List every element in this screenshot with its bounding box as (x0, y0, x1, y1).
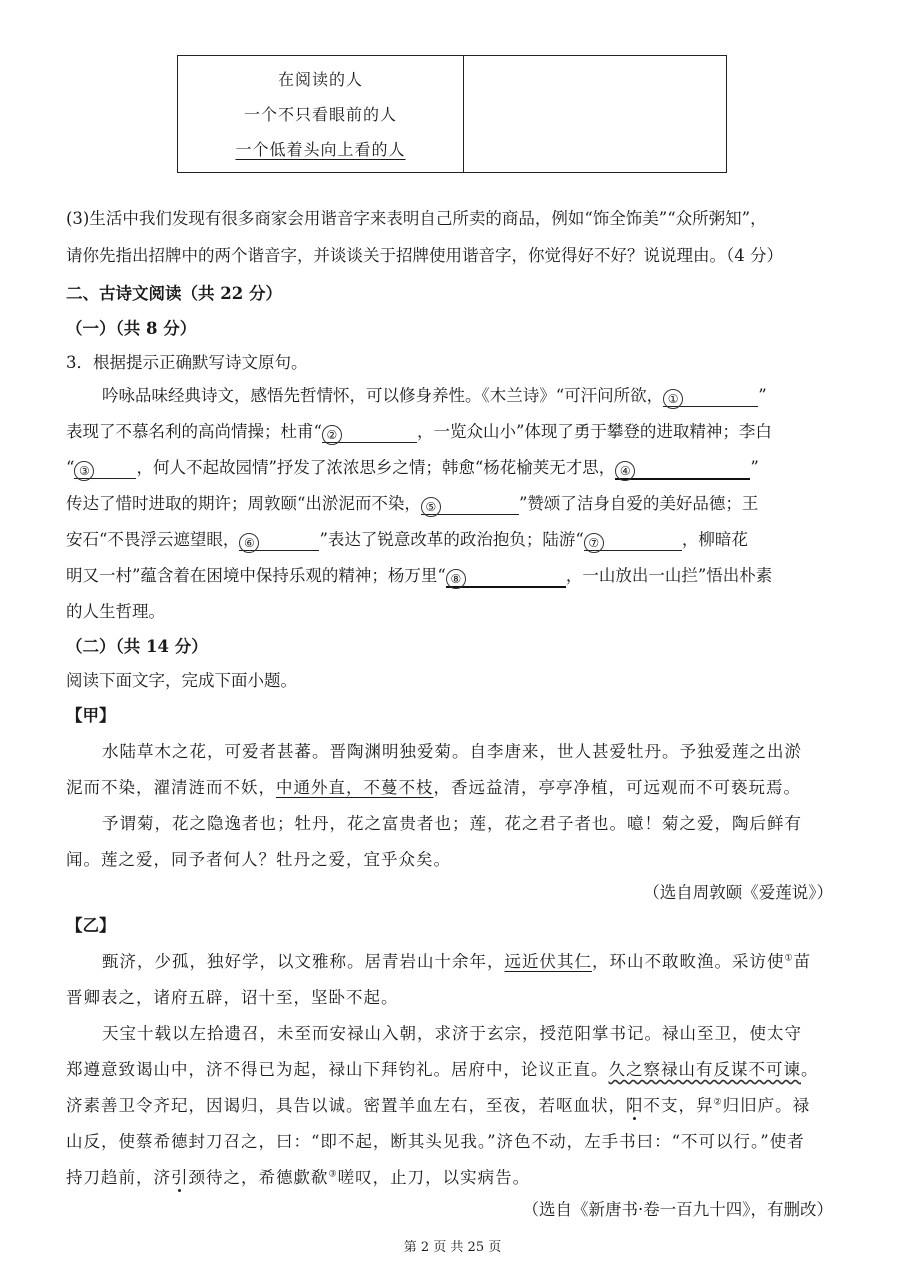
blank-number: ⑧ (446, 569, 466, 589)
text: 明又一村”蕴含着在困境中保持乐观的精神；杨万里“ (66, 566, 446, 585)
text: 歔欷 (293, 1168, 329, 1187)
question-3-line2: 请你先指出招牌中的两个谐音字，并谈谈关于招牌使用谐音字，你觉得好不好？说说理由。（4 分） (66, 246, 783, 265)
table-right-cell (464, 56, 726, 172)
table-line: 一个不只看眼前的人 (243, 105, 397, 124)
jia-line: 水陆草木之花，可爱者甚蕃。晋陶渊明独爱菊。自李唐来，世人甚爱牡丹。予独爱莲之出淤 (102, 742, 802, 761)
table-line: 一个低着头向上看的人 (235, 140, 406, 159)
blank-1[interactable] (663, 389, 758, 407)
blank-number: ④ (615, 461, 635, 481)
blank-number: ⑤ (421, 497, 441, 517)
poem-line-4 (66, 490, 846, 515)
yi-line: 天宝十载以左拾遗召，未至而安禄山入朝，求济于玄宗，授范阳掌书记。禄山至卫，使太守 (102, 1024, 802, 1043)
blank-8[interactable] (446, 569, 566, 588)
text: 郑遵意致谒山中，济不得已为起，禄山下拜钧礼。居府中，论议正直。 (66, 1060, 609, 1079)
reading-instruction: 阅读下面文字，完成下面小题。 (66, 671, 297, 690)
table-line: 在阅读的人 (277, 70, 363, 89)
text: ，何人不起故园情”抒发了浓浓思乡之情；韩愈“杨花榆荚无才思， (136, 458, 616, 477)
text: 吟咏品味经典诗文，感悟先哲情怀，可以修身养性。《木兰诗》“可汗问所欲， (102, 386, 664, 405)
yi-line: 晋卿表之，诸府五辟，诏十至，坚卧不起。 (66, 988, 399, 1007)
passage-jia-label: 【甲】 (66, 706, 116, 725)
jia-source: （选自周敦颐《爱莲说》） (643, 883, 833, 902)
text: ” (758, 386, 767, 405)
yi-line (66, 1056, 846, 1080)
question-number: 3．根据提示正确默写诗文原句。 (66, 353, 308, 372)
text: 。 (801, 1060, 819, 1079)
text: 青岩山十余年， (382, 952, 505, 971)
dotted-char: 引 (171, 1168, 189, 1187)
part-one-heading: （一）（共 8 分） (66, 319, 197, 338)
text: 泥而不染，濯清涟而不妖， (66, 778, 276, 797)
text: ” (750, 458, 759, 477)
poem-line-6 (66, 562, 846, 588)
yi-line (102, 948, 846, 972)
poem-line-1 (102, 382, 846, 407)
footnote-marker: ③ (328, 1169, 338, 1180)
blank-4[interactable] (615, 461, 750, 480)
text: 嗟叹，止刀，以实病告。 (337, 1168, 531, 1187)
text: ”表达了锐意改革的政治抱负；陆游“ (319, 530, 584, 549)
poem-line-5 (66, 526, 846, 551)
text: ，一山放出一山拦”悟出朴素 (565, 566, 773, 585)
table-left-cell (178, 56, 464, 172)
blank-number: ② (322, 425, 342, 445)
part-two-heading: （二）（共 14 分） (66, 637, 208, 656)
jia-line: 闻。莲之爱，同予者何人？牡丹之爱，宜乎众矣。 (66, 850, 451, 869)
blank-3[interactable] (74, 461, 136, 479)
text: ，一览众山小”体现了勇于攀登的进取精神；李白 (416, 422, 772, 441)
text: 颈待之，希德 (188, 1168, 294, 1187)
poem-line-7: 的人生哲理。 (66, 602, 165, 621)
underlined-phrase: 远近伏其仁 (504, 952, 592, 971)
text: ，香远益清，亭亭净植，可远观而不可亵玩焉。 (433, 778, 801, 797)
page-footer: 第 2 页 共 25 页 (403, 1240, 502, 1255)
dotted-char: 阳 (626, 1096, 644, 1115)
yi-line (66, 1164, 846, 1188)
text: ，柳暗花 (681, 530, 748, 549)
blank-number: ⑥ (239, 533, 259, 553)
text: 归旧庐。禄 (722, 1096, 811, 1115)
text: “ (66, 458, 75, 477)
footnote-marker: ① (784, 953, 794, 964)
yi-line (66, 1092, 846, 1116)
jia-line: 予谓菊，花之隐逸者也；牡丹，花之富贵者也；莲，花之君子者也。噫！菊之爱，陶后鲜有 (102, 814, 802, 833)
text: 传达了惜时进取的期许；周敦颐“出淤泥而不染， (66, 494, 421, 513)
section-title: 二、古诗文阅读（共 22 分） (66, 284, 282, 303)
text: 济素善卫令齐玘，因谒归，具告以诚。密置羊血左右，至夜，若呕血状， (66, 1096, 626, 1115)
question-3-line1: (3)生活中我们发现有很多商家会用谐音字来表明自己所卖的商品，例如“饰全饰美”“众所粥知”， (66, 209, 767, 228)
yi-source: （选自《新唐书·卷一百九十四》，有删改） (522, 1200, 833, 1219)
poem-line-2 (66, 418, 846, 443)
text: ”赞颂了洁身自爱的美好品德；王 (518, 494, 759, 513)
yi-line: 山反，使蔡希德封刀召之，曰：“即不起，断其头见我。”济色不动，左手书曰：“不可以行。”使者 (66, 1132, 805, 1151)
answer-table (177, 55, 727, 173)
text: 表现了不慕名利的高尚情操；杜甫“ (66, 422, 322, 441)
jia-line (66, 774, 846, 798)
underlined-phrase: 中通外直，不蔓不枝 (276, 778, 434, 797)
text: 安石“不畏浮云遮望眼， (66, 530, 240, 549)
passage-yi-label: 【乙】 (66, 916, 116, 935)
blank-5[interactable] (421, 497, 519, 515)
blank-number: ③ (74, 461, 94, 481)
text: 不支，舁 (643, 1096, 714, 1115)
text: 甄济，少孤，独好学，以文雅称。居 (102, 952, 382, 971)
text: 苗 (793, 952, 812, 971)
blank-number: ⑦ (584, 533, 604, 553)
blank-6[interactable] (239, 533, 319, 551)
poem-line-3 (66, 454, 846, 480)
blank-7[interactable] (584, 533, 682, 551)
blank-2[interactable] (322, 425, 417, 443)
blank-number: ① (663, 389, 683, 409)
text: 持刀趋前，济 (66, 1168, 171, 1187)
wavy-underlined-phrase: 久之察禄山有反谋不可谏 (608, 1060, 801, 1079)
footnote-marker: ② (713, 1097, 723, 1108)
text: ，环山不敢畋渔。采访使 (592, 952, 785, 971)
